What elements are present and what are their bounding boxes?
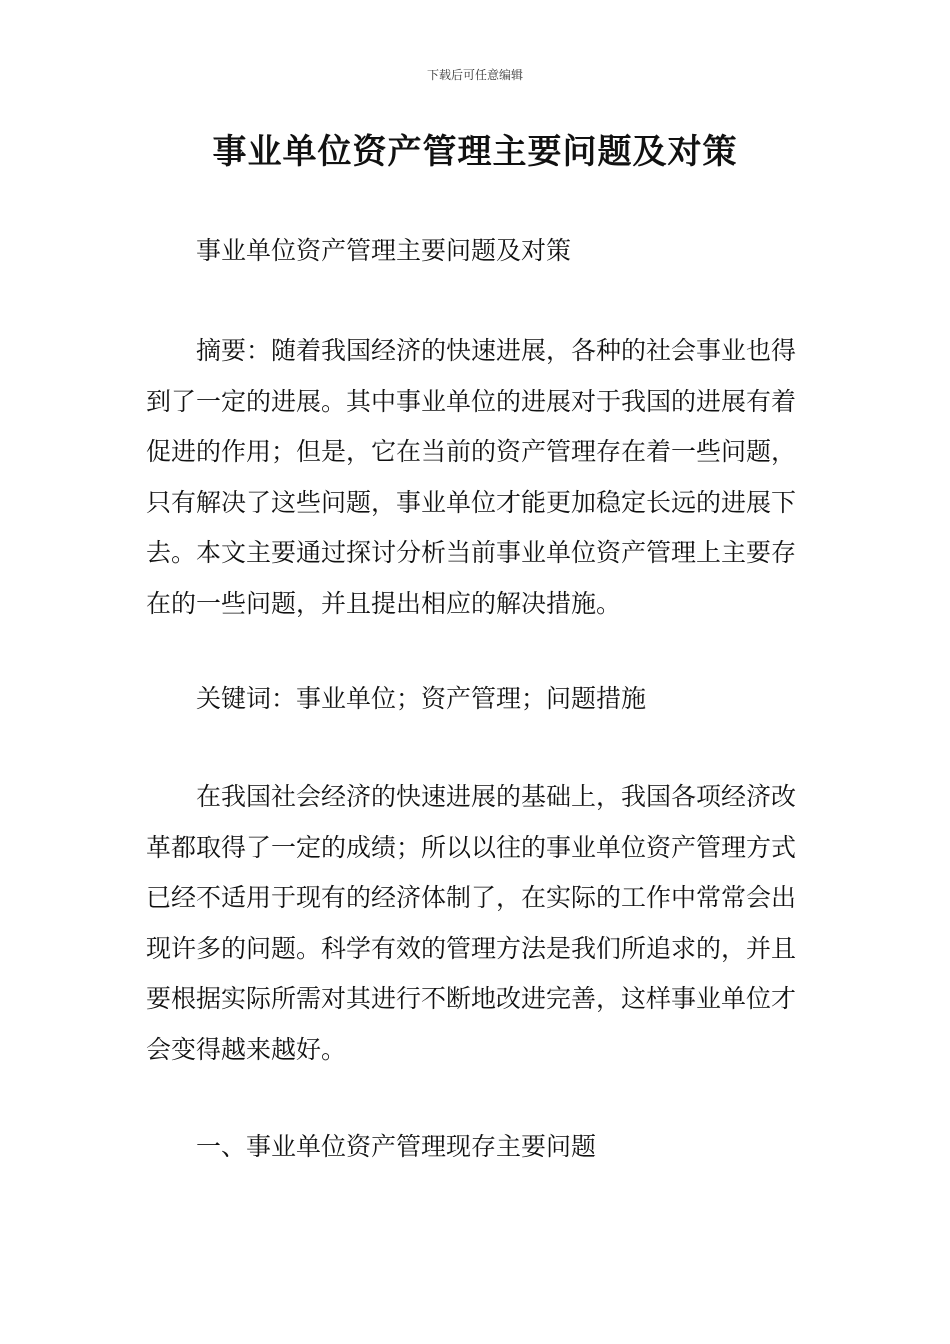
keywords-paragraph: 关键词：事业单位；资产管理；问题措施 [196, 684, 647, 713]
intro-paragraph: 在我国社会经济的快速进展的基础上，我国各项经济改革都取得了一定的成绩；所以以往的事业单位资产管理方式已经不适用于现有的经济体制了，在实际的工作中常常会出现许多的问题。科学有效的管理方法是我们所追求的，并且要根据实际所需对其进行不断地改进完善，这样事业单位才会变得越来越好。 [146, 782, 797, 1064]
header-note: 下载后可任意编辑 [426, 68, 523, 82]
subtitle-paragraph: 事业单位资产管理主要问题及对策 [196, 236, 572, 265]
abstract-paragraph: 摘要：随着我国经济的快速进展，各种的社会事业也得到了一定的进展。其中事业单位的进展对于我国的进展有着促进的作用；但是，它在当前的资产管理存在着一些问题，只有解决了这些问题，事业单位才能更加稳定长远的进展下去。本文主要通过探讨分析当前事业单位资产管理上主要存在的一些问题，并且提出相应的解决措施。 [146, 336, 797, 618]
section-heading: 一、事业单位资产管理现存主要问题 [196, 1132, 597, 1161]
document-title: 事业单位资产管理主要问题及对策 [212, 132, 738, 172]
